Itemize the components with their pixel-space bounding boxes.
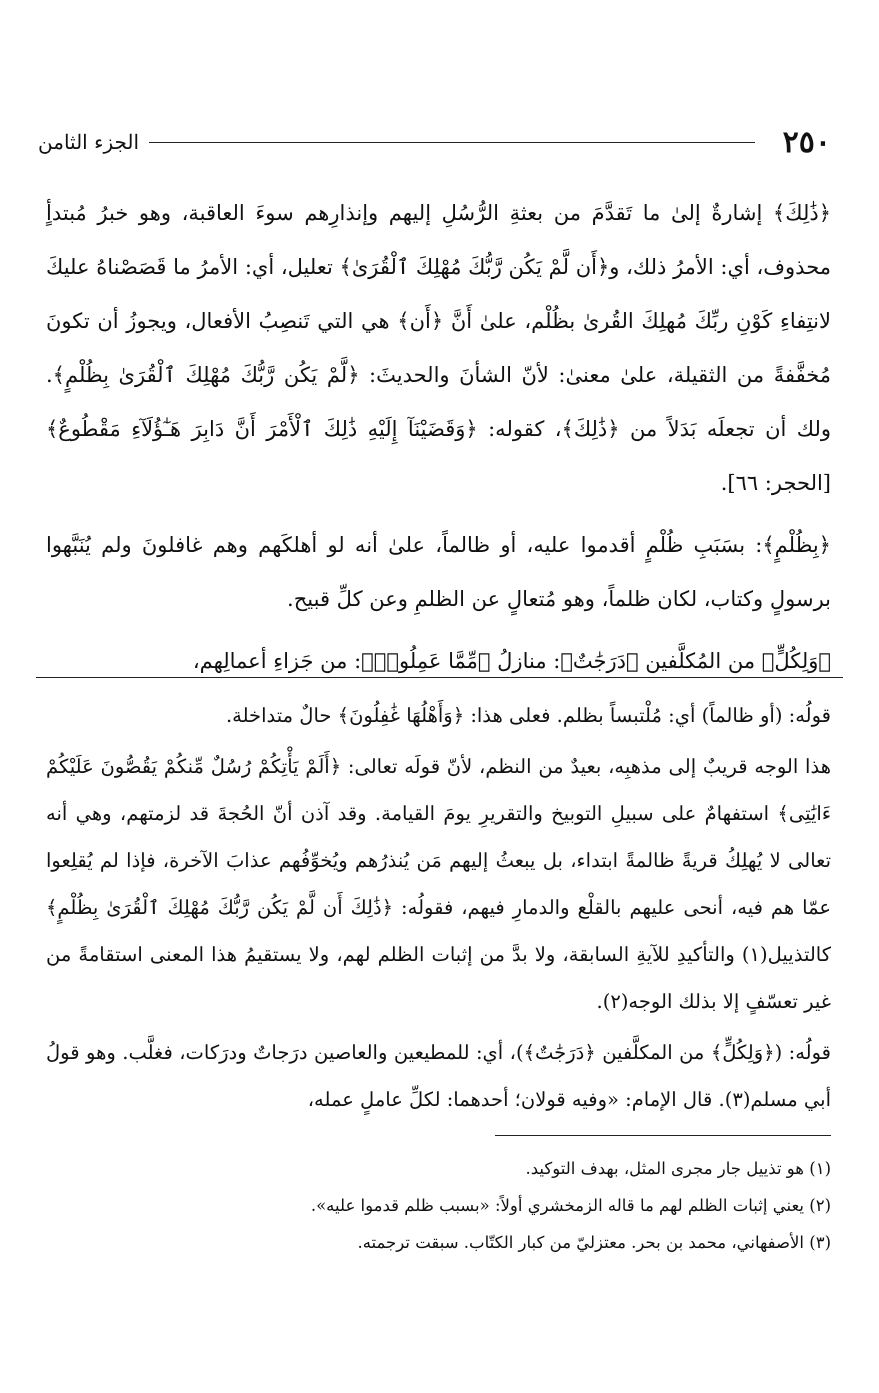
part-title: الجزء الثامن [38,130,140,154]
footnote: (١) هو تذييل جار مجرى المثل، بهدف التوكيد. [525,1159,831,1178]
header-rule [149,142,755,143]
main-paragraph: ﴿وَلِكُلٍّ﴾ من المُكلَّفين ﴿دَرَجَٰتٌ﴾: منازلُ ﴿مِّمَّا عَمِلُوا۟﴾: من جَزاءِ أعمالِهم، [192,649,831,673]
section-divider [36,677,843,678]
footnotes [46,1150,831,1261]
footnote: (٢) يعني إثبات الظلم لهم ما قاله الزمخشري أولاً: «بسبب ظلم قدموا عليه». [310,1196,831,1215]
running-header [38,120,831,164]
main-paragraph: ﴿بِظُلْمٍ﴾: بسَبَبِ ظُلْمٍ أقدموا عليه، أو ظالماً، علىٰ أنه لو أهلكَهم وهم غافلونَ ولم يُنَبَّهوا برسولٍ وكتاب، لكان ظلماً، وهو مُتعالٍ عن الظلمِ وعن كلِّ قبيح. [46,533,831,611]
commentary-paragraph: قولُه: (أو ظالماً) أي: مُلْتبساً بظلم. فعلى هذا: ﴿وَأَهْلُهَا غَٰفِلُونَ﴾ حالٌ متداخلة. [225,704,831,727]
main-paragraph: ﴿ذَٰلِكَ﴾ إشارةٌ إلىٰ ما تَقدَّمَ من بعثةِ الرُّسُلِ إليهم وإنذارِهم سوءَ العاقبة، وهو خبرُ مُبتدأٍ محذوف، أي: الأمرُ ذلك، و﴿أَن لَّمْ يَكُن رَّبُّكَ مُهْلِكَ ٱلْقُرَىٰ﴾ تعليل، أي: الأمرُ ما قَصَصْناهُ عليكَ لانتِفاءِ كَوْنِ ربِّكَ مُهلِكَ القُرىٰ بظُلْم، علىٰ أَنَّ ﴿أَن﴾ هي التي تَنصِبُ الأفعال، ويجوزُ أن تكونَ مُخفَّفةً من الثقيلة، علىٰ معنىٰ: لأنّ الشأنَ والحديثَ: ﴿لَّمْ يَكُن رَّبُّكَ مُهْلِكَ ٱلْقُرَىٰ بِظُلْمٍ﴾. ولك أن تجعلَه بَدَلاً من ﴿ذَٰلِكَ﴾، كقوله: ﴿وَقَضَيْنَآ إِلَيْهِ ذَٰلِكَ ٱلْأَمْرَ أَنَّ دَابِرَ هَـٰٓؤُلَآءِ مَقْطُوعٌ﴾ [الحجر: ٦٦]. [46,201,831,495]
commentary [46,692,831,1127]
footnote-divider [495,1135,831,1136]
commentary-paragraph: قولُه: (﴿وَلِكُلٍّ﴾ من المكلَّفين ﴿دَرَجَٰتٌ﴾)، أي: للمطيعين والعاصين درَجاتٌ ودرَكات، فغلَّب. وهو قولُ أبي مسلم(٣). قال الإمام: «وفيه قولان؛ أحدهما: لكلِّ عاملٍ عمله، [46,1041,831,1111]
main-text [46,186,831,696]
page-number: ٢٥٠ [782,124,831,160]
commentary-paragraph: هذا الوجه قريبٌ إلى مذهبِه، بعيدٌ من النظم، لأنّ قولَه تعالى: ﴿أَلَمْ يَأْتِكُمْ رُسُلٌ مِّنكُمْ يَقُصُّونَ عَلَيْكُمْ ءَايَٰتِى﴾ استفهامٌ على سبيلِ التوبيخ والتقريرِ يومَ القيامة. وقد آذن أنّ الحُجةَ قد لزمتهم، وهي أنه تعالى لا يُهلِكُ قريةً ظالمةً ابتداء، بل يبعثُ إليهم مَن يُنذرُهم ويُخوِّفُهم عذابَ الآخرة، فإذا لم يُقلِعوا عمّا هم فيه، أنحى عليهم بالقلْع والدمارِ فيهم، فقولُه: ﴿ذَٰلِكَ أَن لَّمْ يَكُن رَّبُّكَ مُهْلِكَ ٱلْقُرَىٰ بِظُلْمٍ﴾ كالتذييل(١) والتأكيدِ للآيةِ السابقة، ولا بدَّ من إثبات الظلم لهم، ولا يستقيمُ هذا المعنى استقامةً من غير تعسّفٍ إلا بذلك الوجه(٢). [46,755,831,1013]
footnote: (٣) الأصفهاني، محمد بن بحر. معتزليّ من كبار الكتّاب. سبقت ترجمته. [357,1233,831,1252]
